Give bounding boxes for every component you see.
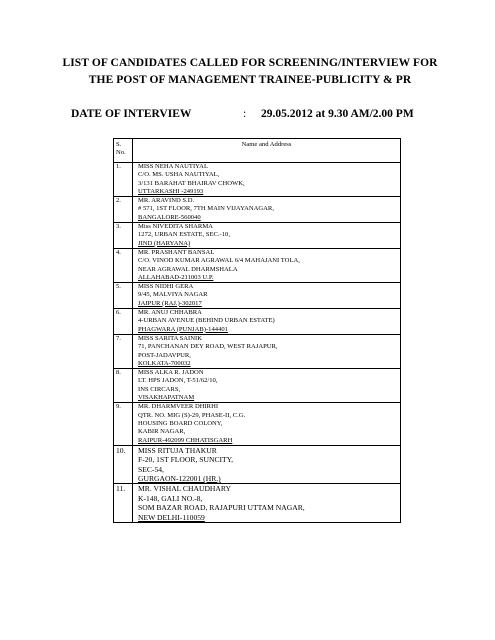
table-row bbox=[114, 197, 401, 223]
address-line: ALLAHABAD-211003 U.P. bbox=[138, 273, 214, 281]
address-line: SOM BAZAR ROAD, RAJAPURI UTTAM NAGAR, bbox=[138, 503, 305, 513]
candidate-name: MR. PRASHANT BANSAL bbox=[138, 248, 215, 256]
table-body bbox=[114, 163, 401, 523]
address-line: K-148, GALI NO.-8, bbox=[138, 493, 203, 503]
address-line: # 571, 1ST FLOOR, 7TH MAIN VIJAYANAGAR, bbox=[138, 205, 274, 213]
candidate-name-address bbox=[133, 484, 401, 523]
serial-number: 10. bbox=[114, 445, 133, 484]
address-line: 9/45, MALVIYA NAGAR bbox=[138, 291, 208, 299]
address-line: KABIR NAGAR, bbox=[138, 428, 186, 436]
candidates-table bbox=[113, 138, 401, 523]
interview-date-line bbox=[71, 108, 414, 120]
candidate-name: Miss NIVEDITA SHARMA bbox=[138, 223, 213, 231]
address-line: NEAR AGRAWAL DHARMSHALA bbox=[138, 265, 238, 273]
candidate-name: MR. DHARMVEER DHIRHI bbox=[138, 403, 219, 411]
address-line: KOLKATA-700032 bbox=[138, 359, 191, 367]
address-line: 1272, URBAN ESTATE, SEC.-10, bbox=[138, 231, 230, 239]
address-line: 3/131 BARAHAT BHAIRAV CHOWK, bbox=[138, 179, 245, 187]
serial-number: 8. bbox=[114, 369, 133, 403]
address-line: JAIPUR (RAJ.)-302017 bbox=[138, 299, 202, 307]
address-line: BANGALORE-560040 bbox=[138, 213, 201, 221]
table-row bbox=[114, 309, 401, 335]
serial-number: 4. bbox=[114, 248, 133, 282]
address-line: C/O. MS. USHA NAUTIYAL, bbox=[138, 171, 220, 179]
candidate-name: MR. VISHAL CHAUDHARY bbox=[138, 484, 232, 494]
serial-number: 1. bbox=[114, 163, 133, 197]
address-line: 71, PANCHANAN DEY ROAD, WEST RAJAPUR, bbox=[138, 343, 278, 351]
address-line: C/O. VINOD KUMAR AGRAWAL 6/4 MAHAJANI TOLA, bbox=[138, 257, 300, 265]
address-line: VISAKHAPATNAM bbox=[138, 394, 195, 402]
candidate-name: MISS NEHA NAUTIYAL bbox=[138, 163, 208, 170]
serial-number: 2. bbox=[114, 197, 133, 223]
candidate-name: MR. ARAVIND S.D. bbox=[138, 197, 195, 205]
candidate-name: MISS SARITA SAINIK bbox=[138, 334, 202, 342]
address-line: GURGAON-122001 (HR.) bbox=[138, 474, 221, 484]
candidate-name-address bbox=[133, 369, 401, 403]
address-line: JIND (HARYANA) bbox=[138, 239, 191, 247]
candidate-name-address bbox=[133, 283, 401, 309]
address-line: HOUSING BOARD COLONY, bbox=[138, 419, 223, 427]
candidate-name-address bbox=[133, 309, 401, 335]
address-line: INS CIRCARS, bbox=[138, 385, 181, 393]
title-line-1: LIST OF CANDIDATES CALLED FOR SCREENING/INTERVIEW FOR bbox=[62, 57, 438, 69]
address-line: PHAGWARA (PUNJAB)-144401 bbox=[138, 325, 228, 333]
table-row bbox=[114, 484, 401, 523]
table-row bbox=[114, 283, 401, 309]
column-header-name-address: Name and Address bbox=[133, 139, 401, 163]
candidate-name-address bbox=[133, 223, 401, 249]
candidate-name: MISS ALKA R. JADON bbox=[138, 369, 204, 377]
serial-number: 7. bbox=[114, 334, 133, 368]
table-row bbox=[114, 163, 401, 197]
serial-number: 9. bbox=[114, 403, 133, 445]
address-line: 4-URBAN AVENUE (BEHIND URBAN ESTATE) bbox=[138, 317, 275, 325]
document-title bbox=[40, 55, 460, 89]
candidate-name-address bbox=[133, 163, 401, 197]
interview-date-colon: : bbox=[243, 108, 247, 120]
candidate-name: MISS NIDHI GERA bbox=[138, 283, 194, 291]
column-header-sno: S. No. bbox=[114, 139, 133, 163]
candidate-name: MISS RITUJA THAKUR bbox=[138, 445, 217, 455]
table-row bbox=[114, 223, 401, 249]
serial-number: 3. bbox=[114, 223, 133, 249]
interview-date-label: DATE OF INTERVIEW bbox=[71, 108, 192, 120]
candidate-name-address bbox=[133, 403, 401, 445]
address-line: LT. HPS JADON, T-51/62/10, bbox=[138, 377, 218, 385]
table-row bbox=[114, 248, 401, 282]
table-row bbox=[114, 334, 401, 368]
title-line-2: THE POST OF MANAGEMENT TRAINEE-PUBLICITY & PR bbox=[88, 74, 412, 86]
address-line: POST-JADAVPUR, bbox=[138, 351, 191, 359]
serial-number: 6. bbox=[114, 309, 133, 335]
address-line: QTR. NO. MIG (S)-29, PHASE-II, C.G. bbox=[138, 411, 246, 419]
candidate-name-address bbox=[133, 334, 401, 368]
candidate-name-address bbox=[133, 445, 401, 484]
address-line: SEC-54, bbox=[138, 464, 164, 474]
table-row bbox=[114, 445, 401, 484]
serial-number: 5. bbox=[114, 283, 133, 309]
serial-number: 11. bbox=[114, 484, 133, 523]
interview-date-value: 29.05.2012 at 9.30 AM/2.00 PM bbox=[261, 108, 414, 120]
address-line: F-20, 1ST FLOOR, SUNCITY, bbox=[138, 455, 234, 465]
table-row bbox=[114, 369, 401, 403]
address-line: UTTARKASHI -249193 bbox=[138, 187, 204, 195]
candidate-name: MR. ANUJ CHHABRA bbox=[138, 309, 202, 317]
table-header-row bbox=[114, 139, 401, 163]
address-line: RAIPUR-492099 CHHATISGARH bbox=[138, 436, 233, 444]
candidate-name-address bbox=[133, 248, 401, 282]
table-row bbox=[114, 403, 401, 445]
candidate-name-address bbox=[133, 197, 401, 223]
address-line: NEW DELHI-110059 bbox=[138, 512, 205, 522]
